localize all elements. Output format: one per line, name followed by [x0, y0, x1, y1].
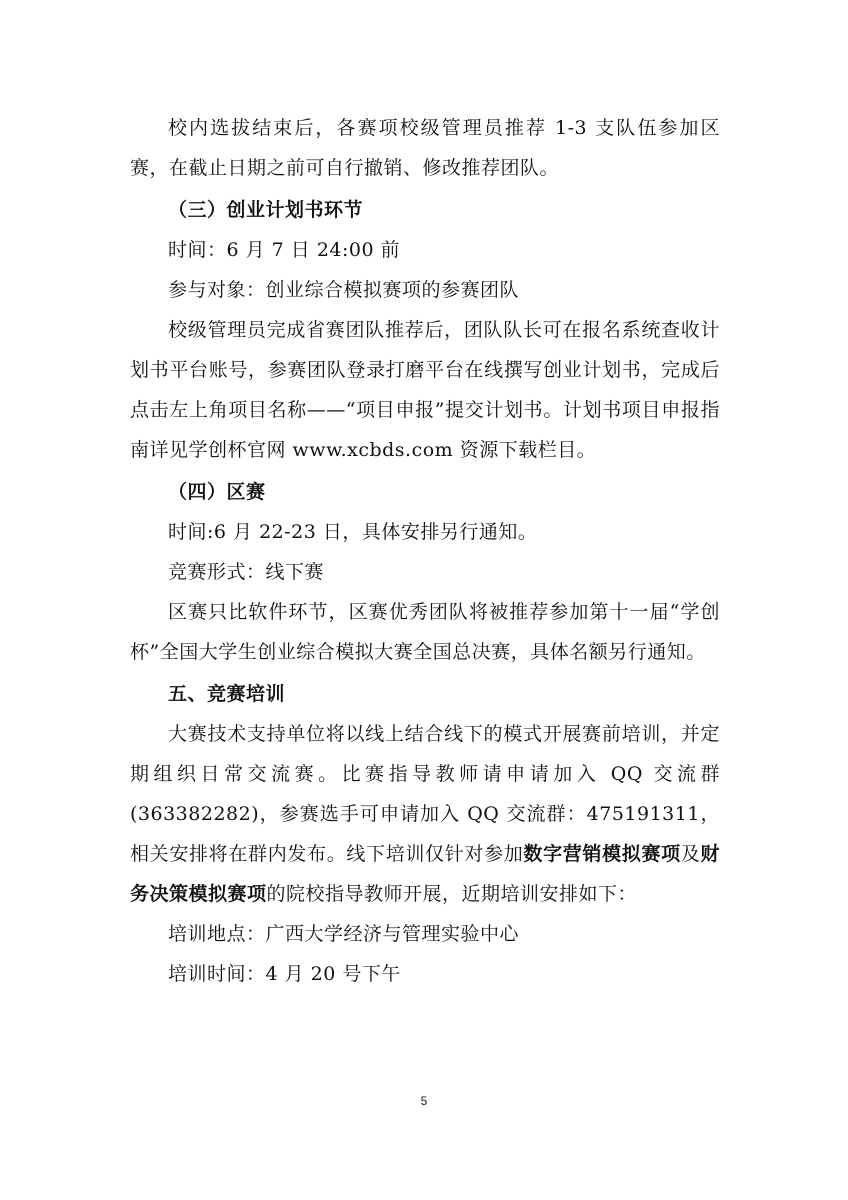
paragraph-school-selection: 校内选拔结束后，各赛项校级管理员推荐 1-3 支队伍参加区赛，在截止日期之前可自行撤销、修改推荐团队。: [130, 117, 720, 179]
paragraph-regional-time: 时间:6 月 22-23 日，具体安排另行通知。: [168, 521, 538, 543]
heading-regional-contest: （四）区赛: [168, 481, 266, 503]
paragraph-training-details: [130, 714, 720, 914]
training-text-part-2: 及: [680, 843, 701, 865]
training-highlight-digital-marketing: 数字营销模拟赛项: [523, 843, 681, 865]
paragraph-training-location: 培训地点：广西大学经济与管理实验中心: [168, 923, 520, 945]
paragraph-business-plan-time: 时间：6 月 7 日 24:00 前: [168, 239, 401, 261]
heading-training: 五、竞赛培训: [168, 683, 286, 705]
paragraph-training-time: 培训时间：4 月 20 号下午: [168, 963, 401, 985]
paragraph-regional-format: 竞赛形式：线下赛: [168, 561, 325, 583]
paragraph-business-plan-details: 校级管理员完成省赛团队推荐后，团队队长可在报名系统查收计划书平台账号，参赛团队登录打磨平台在线撰写创业计划书，完成后点击左上角项目名称——“项目申报”提交计划书。计划书项目申报指南详见学创杯官网 www.xcbds.com 资源下载栏目。: [130, 319, 720, 461]
heading-business-plan: （三）创业计划书环节: [168, 199, 364, 221]
paragraph-regional-details: 区赛只比软件环节，区赛优秀团队将被推荐参加第十一届“学创杯”全国大学生创业综合模拟大赛全国总决赛，具体名额另行通知。: [130, 601, 720, 663]
training-highlight-financial-decision: 财务决策模拟赛项: [130, 843, 720, 905]
document-body: [130, 108, 720, 994]
training-text-part-3: 的院校指导教师开展，近期培训安排如下：: [266, 883, 638, 905]
training-text-part-1: 大赛技术支持单位将以线上结合线下的模式开展赛前培训，并定期组织日常交流赛。比赛指导教师请申请加入 QQ 交流群(363382282)，参赛选手可申请加入 QQ 交流群：475191311，相关安排将在群内发布。线下培训仅针对参加: [130, 723, 720, 865]
page-number: 5: [420, 1094, 428, 1108]
paragraph-business-plan-participants: 参与对象：创业综合模拟赛项的参赛团队: [168, 279, 520, 301]
